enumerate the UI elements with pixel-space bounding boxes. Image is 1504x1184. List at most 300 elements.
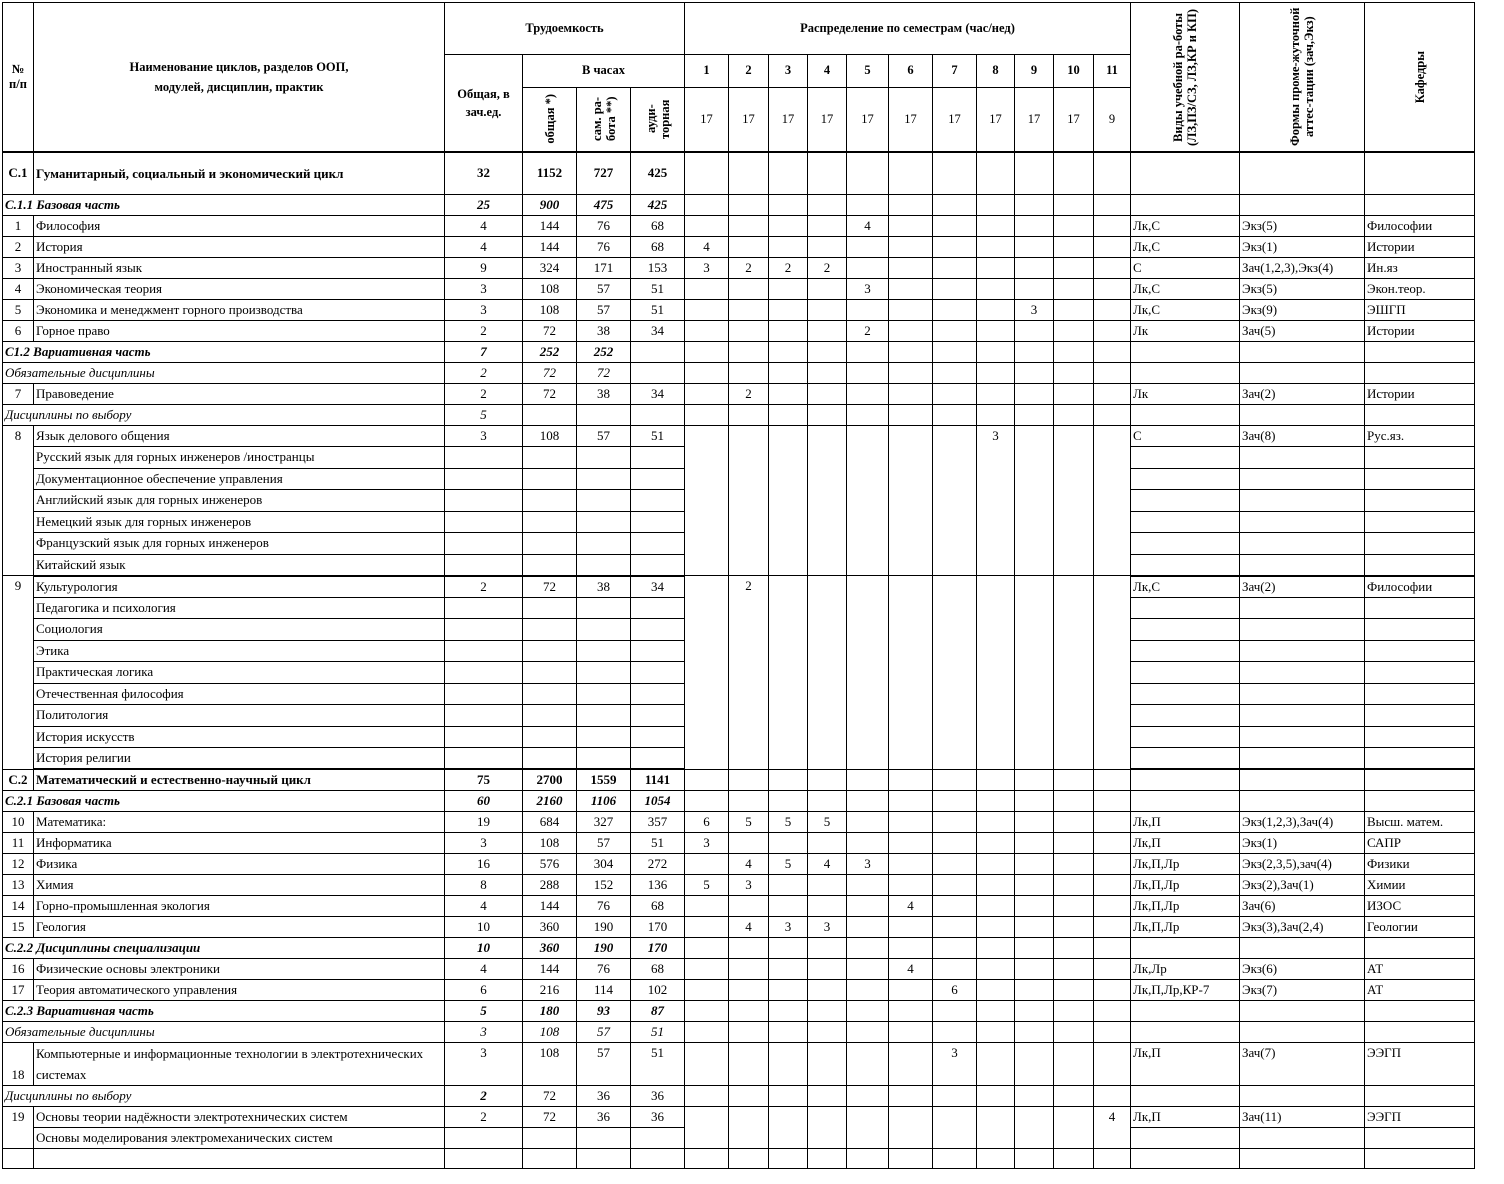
header-hours-class: ауди-торная <box>631 87 685 152</box>
row-semester-hours <box>1054 833 1094 854</box>
row-semester-hours <box>729 215 769 236</box>
row-hours-total: 108 <box>523 1022 577 1043</box>
row-num: С.1 <box>3 152 34 194</box>
row-attestation <box>1240 597 1365 619</box>
row-name: Обязательные дисциплины <box>3 1022 445 1043</box>
row-semester-hours <box>933 1001 977 1022</box>
table-row <box>3 362 1475 383</box>
row-semester-hours <box>1054 362 1094 383</box>
row-semester-hours <box>1015 1022 1054 1043</box>
row-self <box>577 597 631 619</box>
row-attestation <box>1240 341 1365 362</box>
row-cls <box>631 468 685 490</box>
row-work-types <box>1131 554 1240 576</box>
row-work-types: Лк,С <box>1131 236 1240 257</box>
row-department: АТ <box>1365 980 1475 1001</box>
row-num: 5 <box>3 299 34 320</box>
row-semester-hours: 2 <box>729 257 769 278</box>
row-department: Философии <box>1365 215 1475 236</box>
row-semester-hours <box>889 875 933 896</box>
row-hours-class: 170 <box>631 938 685 959</box>
row-semester-hours <box>685 791 729 812</box>
row-tot <box>523 619 577 641</box>
row-semester-hours: 4 <box>889 959 933 980</box>
row-ze: 3 <box>445 1022 523 1043</box>
row-hours-class: 36 <box>631 1086 685 1107</box>
row-semester-hours <box>1054 215 1094 236</box>
row-semester-hours <box>769 769 808 791</box>
row-hours-class: 34 <box>631 320 685 341</box>
row-work-types: Лк,П <box>1131 1107 1240 1128</box>
row-semester-hours <box>1094 917 1131 938</box>
empty-cell <box>1094 1149 1131 1169</box>
row-semester-hours <box>889 812 933 833</box>
header-week: 17 <box>847 87 889 152</box>
row-semester-hours <box>808 152 847 194</box>
row-semester-hours: 2 <box>729 383 769 404</box>
row-semester-hours: 4 <box>729 917 769 938</box>
empty-cell <box>34 1149 445 1169</box>
row-name: С.2.2 Дисциплины специализации <box>3 938 445 959</box>
row-department <box>1365 1086 1475 1107</box>
row-hours-self <box>577 404 631 425</box>
row-hours-self: 171 <box>577 257 631 278</box>
header-sem: 4 <box>808 55 847 88</box>
row-semester-hours <box>977 404 1015 425</box>
row-semester-hours <box>729 404 769 425</box>
table-row <box>3 341 1475 362</box>
row-hours-class: 51 <box>631 1043 685 1086</box>
empty-cell <box>1054 1149 1094 1169</box>
row-semester-hours <box>1094 320 1131 341</box>
row-self <box>577 533 631 555</box>
row-semester-hours <box>769 833 808 854</box>
row-ze: 2 <box>445 362 523 383</box>
row-ze <box>445 554 523 576</box>
row-attestation: Зач(2) <box>1240 383 1365 404</box>
row-semester-hours <box>769 236 808 257</box>
row-semester-hours <box>889 1022 933 1043</box>
table-row <box>3 1086 1475 1107</box>
row-semester-hours <box>729 425 769 576</box>
header-week: 17 <box>769 87 808 152</box>
row-department: ЭШГП <box>1365 299 1475 320</box>
row-num: 10 <box>3 812 34 833</box>
row-work-types <box>1131 597 1240 619</box>
row-semester-hours <box>729 362 769 383</box>
row-ze: 5 <box>445 404 523 425</box>
row-semester-hours <box>977 299 1015 320</box>
row-semester-hours <box>933 278 977 299</box>
row-tot: 72 <box>523 576 577 598</box>
row-semester-hours <box>977 576 1015 770</box>
row-semester-hours <box>1094 215 1131 236</box>
row-hours-total: 684 <box>523 812 577 833</box>
row-semester-hours <box>808 383 847 404</box>
table-row <box>3 769 1475 791</box>
row-semester-hours <box>808 404 847 425</box>
row-semester-hours <box>769 404 808 425</box>
row-semester-hours <box>889 215 933 236</box>
empty-cell <box>631 1149 685 1169</box>
row-semester-hours <box>977 215 1015 236</box>
row-department <box>1365 1001 1475 1022</box>
row-semester-hours <box>1054 1107 1094 1149</box>
row-num: 6 <box>3 320 34 341</box>
row-semester-hours <box>769 194 808 215</box>
row-semester-hours <box>769 1107 808 1149</box>
row-name: С.1.1 Базовая часть <box>3 194 445 215</box>
row-semester-hours <box>977 152 1015 194</box>
row-hours-total: 72 <box>523 1086 577 1107</box>
row-semester-hours <box>977 383 1015 404</box>
row-work-types <box>1131 662 1240 684</box>
row-attestation <box>1240 194 1365 215</box>
row-semester-hours <box>847 152 889 194</box>
row-semester-hours <box>808 1107 847 1149</box>
row-semester-hours <box>977 896 1015 917</box>
row-semester-hours <box>977 257 1015 278</box>
row-semester-hours <box>977 1086 1015 1107</box>
row-attestation: Экз(6) <box>1240 959 1365 980</box>
row-semester-hours <box>729 152 769 194</box>
row-semester-hours <box>769 1086 808 1107</box>
row-semester-hours <box>1054 1086 1094 1107</box>
row-self <box>577 619 631 641</box>
header-sem: 11 <box>1094 55 1131 88</box>
row-semester-hours <box>977 812 1015 833</box>
row-hours-self: 36 <box>577 1086 631 1107</box>
row-name: Социология <box>34 619 445 641</box>
row-semester-hours <box>1094 1001 1131 1022</box>
row-hours-total: 144 <box>523 236 577 257</box>
row-ze <box>445 1128 523 1149</box>
row-semester-hours <box>889 425 933 576</box>
row-attestation: Экз(1,2,3),Зач(4) <box>1240 812 1365 833</box>
row-semester-hours: 3 <box>933 1043 977 1086</box>
row-work-types <box>1131 705 1240 727</box>
row-ze: 4 <box>445 896 523 917</box>
row-work-types <box>1131 1086 1240 1107</box>
row-name: История <box>34 236 445 257</box>
row-semester-hours <box>847 980 889 1001</box>
row-hours-total: 144 <box>523 215 577 236</box>
row-semester-hours <box>847 194 889 215</box>
row-num: 19 <box>3 1107 34 1149</box>
row-semester-hours: 5 <box>769 854 808 875</box>
row-semester-hours <box>808 299 847 320</box>
row-attestation <box>1240 362 1365 383</box>
row-semester-hours <box>977 791 1015 812</box>
row-hours-total: 288 <box>523 875 577 896</box>
row-self: 36 <box>577 1107 631 1128</box>
row-hours-self: 57 <box>577 1022 631 1043</box>
row-semester-hours <box>933 194 977 215</box>
row-semester-hours <box>977 236 1015 257</box>
row-department: САПР <box>1365 833 1475 854</box>
row-name: Язык делового общения <box>34 425 445 447</box>
row-name: Практическая логика <box>34 662 445 684</box>
row-ze: 2 <box>445 1086 523 1107</box>
row-hours-total: 576 <box>523 854 577 875</box>
row-semester-hours: 3 <box>808 917 847 938</box>
row-cls <box>631 683 685 705</box>
row-semester-hours <box>808 769 847 791</box>
row-hours-class: 68 <box>631 896 685 917</box>
row-department <box>1365 791 1475 812</box>
row-hours-self: 76 <box>577 896 631 917</box>
row-semester-hours <box>1054 769 1094 791</box>
row-semester-hours <box>1054 917 1094 938</box>
row-semester-hours: 2 <box>808 257 847 278</box>
row-semester-hours <box>729 299 769 320</box>
row-semester-hours <box>889 576 933 770</box>
row-semester-hours <box>685 959 729 980</box>
row-attestation <box>1240 748 1365 770</box>
row-semester-hours <box>977 769 1015 791</box>
row-semester-hours <box>769 299 808 320</box>
row-semester-hours <box>685 576 729 770</box>
row-semester-hours <box>847 812 889 833</box>
row-semester-hours <box>1054 1043 1094 1086</box>
row-num: 14 <box>3 896 34 917</box>
row-semester-hours <box>808 215 847 236</box>
row-name: Геология <box>34 917 445 938</box>
row-semester-hours <box>729 1022 769 1043</box>
header-sem: 1 <box>685 55 729 88</box>
row-semester-hours <box>808 980 847 1001</box>
row-self: 57 <box>577 425 631 447</box>
row-hours-total: 108 <box>523 833 577 854</box>
row-attestation <box>1240 705 1365 727</box>
table-row <box>3 854 1475 875</box>
row-semester-hours <box>1015 320 1054 341</box>
row-hours-self: 76 <box>577 215 631 236</box>
row-semester-hours <box>729 896 769 917</box>
row-semester-hours <box>1054 980 1094 1001</box>
row-semester-hours <box>769 791 808 812</box>
row-hours-total <box>523 404 577 425</box>
row-attestation <box>1240 1086 1365 1107</box>
row-ze: 7 <box>445 341 523 362</box>
row-ze: 4 <box>445 236 523 257</box>
row-name: Основы моделирования электромеханических систем <box>34 1128 445 1149</box>
row-work-types <box>1131 468 1240 490</box>
row-department <box>1365 748 1475 770</box>
row-semester-hours <box>1094 833 1131 854</box>
row-name: Теория автоматического управления <box>34 980 445 1001</box>
row-semester-hours <box>729 320 769 341</box>
row-semester-hours: 3 <box>729 875 769 896</box>
row-work-types: Лк,П,Лр,КР-7 <box>1131 980 1240 1001</box>
row-department <box>1365 640 1475 662</box>
row-cls <box>631 490 685 512</box>
table-row <box>3 1022 1475 1043</box>
row-semester-hours <box>847 576 889 770</box>
row-semester-hours <box>1015 896 1054 917</box>
row-semester-hours <box>729 833 769 854</box>
row-semester-hours <box>933 833 977 854</box>
row-ze: 2 <box>445 320 523 341</box>
row-department: Истории <box>1365 236 1475 257</box>
row-cls <box>631 554 685 576</box>
row-name: Китайский язык <box>34 554 445 576</box>
row-work-types <box>1131 152 1240 194</box>
row-attestation <box>1240 1001 1365 1022</box>
row-semester-hours <box>808 833 847 854</box>
row-hours-class: 68 <box>631 236 685 257</box>
table-header <box>3 3 1475 153</box>
row-semester-hours <box>1094 875 1131 896</box>
row-semester-hours <box>1094 769 1131 791</box>
row-department <box>1365 683 1475 705</box>
row-attestation: Экз(5) <box>1240 278 1365 299</box>
row-semester-hours <box>1094 236 1131 257</box>
row-semester-hours <box>889 1043 933 1086</box>
row-semester-hours <box>769 980 808 1001</box>
row-department: Ин.яз <box>1365 257 1475 278</box>
row-self <box>577 705 631 727</box>
header-distribution: Распределение по семестрам (час/нед) <box>685 3 1131 55</box>
row-semester-hours <box>808 1022 847 1043</box>
row-semester-hours <box>933 812 977 833</box>
row-semester-hours <box>1094 1086 1131 1107</box>
row-semester-hours <box>685 1022 729 1043</box>
row-hours-class: 425 <box>631 152 685 194</box>
row-semester-hours <box>685 854 729 875</box>
row-hours-total: 900 <box>523 194 577 215</box>
row-hours-self: 57 <box>577 278 631 299</box>
row-semester-hours <box>889 1001 933 1022</box>
table-row <box>3 959 1475 980</box>
row-department <box>1365 554 1475 576</box>
header-week: 17 <box>889 87 933 152</box>
row-semester-hours <box>808 1001 847 1022</box>
row-name: Физика <box>34 854 445 875</box>
row-work-types <box>1131 1001 1240 1022</box>
row-semester-hours <box>685 980 729 1001</box>
row-department <box>1365 511 1475 533</box>
row-hours-class: 1054 <box>631 791 685 812</box>
row-tot <box>523 1128 577 1149</box>
row-self <box>577 683 631 705</box>
row-semester-hours <box>1094 576 1131 770</box>
row-attestation <box>1240 490 1365 512</box>
row-semester-hours: 5 <box>685 875 729 896</box>
row-name: Обязательные дисциплины <box>3 362 445 383</box>
row-department: АТ <box>1365 959 1475 980</box>
row-semester-hours <box>1015 257 1054 278</box>
row-semester-hours <box>685 1086 729 1107</box>
row-tot: 108 <box>523 425 577 447</box>
row-name: Французский язык для горных инженеров <box>34 533 445 555</box>
empty-cell <box>808 1149 847 1169</box>
table-row <box>3 896 1475 917</box>
row-semester-hours <box>769 215 808 236</box>
row-ze: 10 <box>445 938 523 959</box>
row-attestation: Зач(8) <box>1240 425 1365 447</box>
row-name: Политология <box>34 705 445 727</box>
row-semester-hours <box>808 1043 847 1086</box>
row-hours-total: 324 <box>523 257 577 278</box>
row-name: Горно-промышленная экология <box>34 896 445 917</box>
row-semester-hours <box>1094 812 1131 833</box>
row-semester-hours <box>1015 791 1054 812</box>
row-semester-hours <box>847 959 889 980</box>
row-semester-hours <box>729 278 769 299</box>
row-semester-hours <box>769 152 808 194</box>
row-ze <box>445 468 523 490</box>
row-semester-hours <box>847 257 889 278</box>
row-hours-total: 144 <box>523 959 577 980</box>
empty-cell <box>1365 1149 1475 1169</box>
row-name: Русский язык для горных инженеров /иностранцы <box>34 447 445 469</box>
row-ze: 19 <box>445 812 523 833</box>
row-self <box>577 748 631 770</box>
empty-cell <box>577 1149 631 1169</box>
row-semester-hours <box>769 1022 808 1043</box>
row-name: Математика: <box>34 812 445 833</box>
row-tot <box>523 533 577 555</box>
row-semester-hours <box>977 194 1015 215</box>
row-semester-hours <box>808 1086 847 1107</box>
row-semester-hours: 2 <box>847 320 889 341</box>
header-total-ze: Общая, в зач.ед. <box>445 55 523 153</box>
row-semester-hours <box>1015 959 1054 980</box>
row-cls <box>631 533 685 555</box>
row-department <box>1365 705 1475 727</box>
row-name: Экономическая теория <box>34 278 445 299</box>
row-work-types <box>1131 447 1240 469</box>
row-semester-hours: 4 <box>847 215 889 236</box>
row-semester-hours <box>933 1107 977 1149</box>
row-self <box>577 554 631 576</box>
row-semester-hours <box>977 854 1015 875</box>
row-attestation <box>1240 619 1365 641</box>
row-hours-total: 360 <box>523 938 577 959</box>
row-semester-hours <box>977 980 1015 1001</box>
row-self <box>577 1128 631 1149</box>
row-num: 13 <box>3 875 34 896</box>
row-semester-hours <box>847 383 889 404</box>
row-semester-hours <box>1015 938 1054 959</box>
row-ze: 3 <box>445 1043 523 1086</box>
row-work-types: Лк,С <box>1131 278 1240 299</box>
row-work-types: Лк,С <box>1131 299 1240 320</box>
row-work-types <box>1131 1022 1240 1043</box>
empty-cell <box>445 1149 523 1169</box>
row-self <box>577 662 631 684</box>
row-ze <box>445 705 523 727</box>
header-sem: 10 <box>1054 55 1094 88</box>
row-name: Дисциплины по выбору <box>3 404 445 425</box>
row-num: 8 <box>3 425 34 576</box>
row-semester-hours <box>808 320 847 341</box>
row-semester-hours <box>977 917 1015 938</box>
row-hours-self: 1559 <box>577 769 631 791</box>
row-name: Этика <box>34 640 445 662</box>
row-semester-hours <box>847 404 889 425</box>
row-semester-hours <box>685 320 729 341</box>
row-hours-class: 87 <box>631 1001 685 1022</box>
row-tot <box>523 447 577 469</box>
row-hours-self: 190 <box>577 938 631 959</box>
row-hours-total: 252 <box>523 341 577 362</box>
row-ze <box>445 748 523 770</box>
row-hours-class: 102 <box>631 980 685 1001</box>
row-ze: 8 <box>445 875 523 896</box>
row-hours-self: 152 <box>577 875 631 896</box>
